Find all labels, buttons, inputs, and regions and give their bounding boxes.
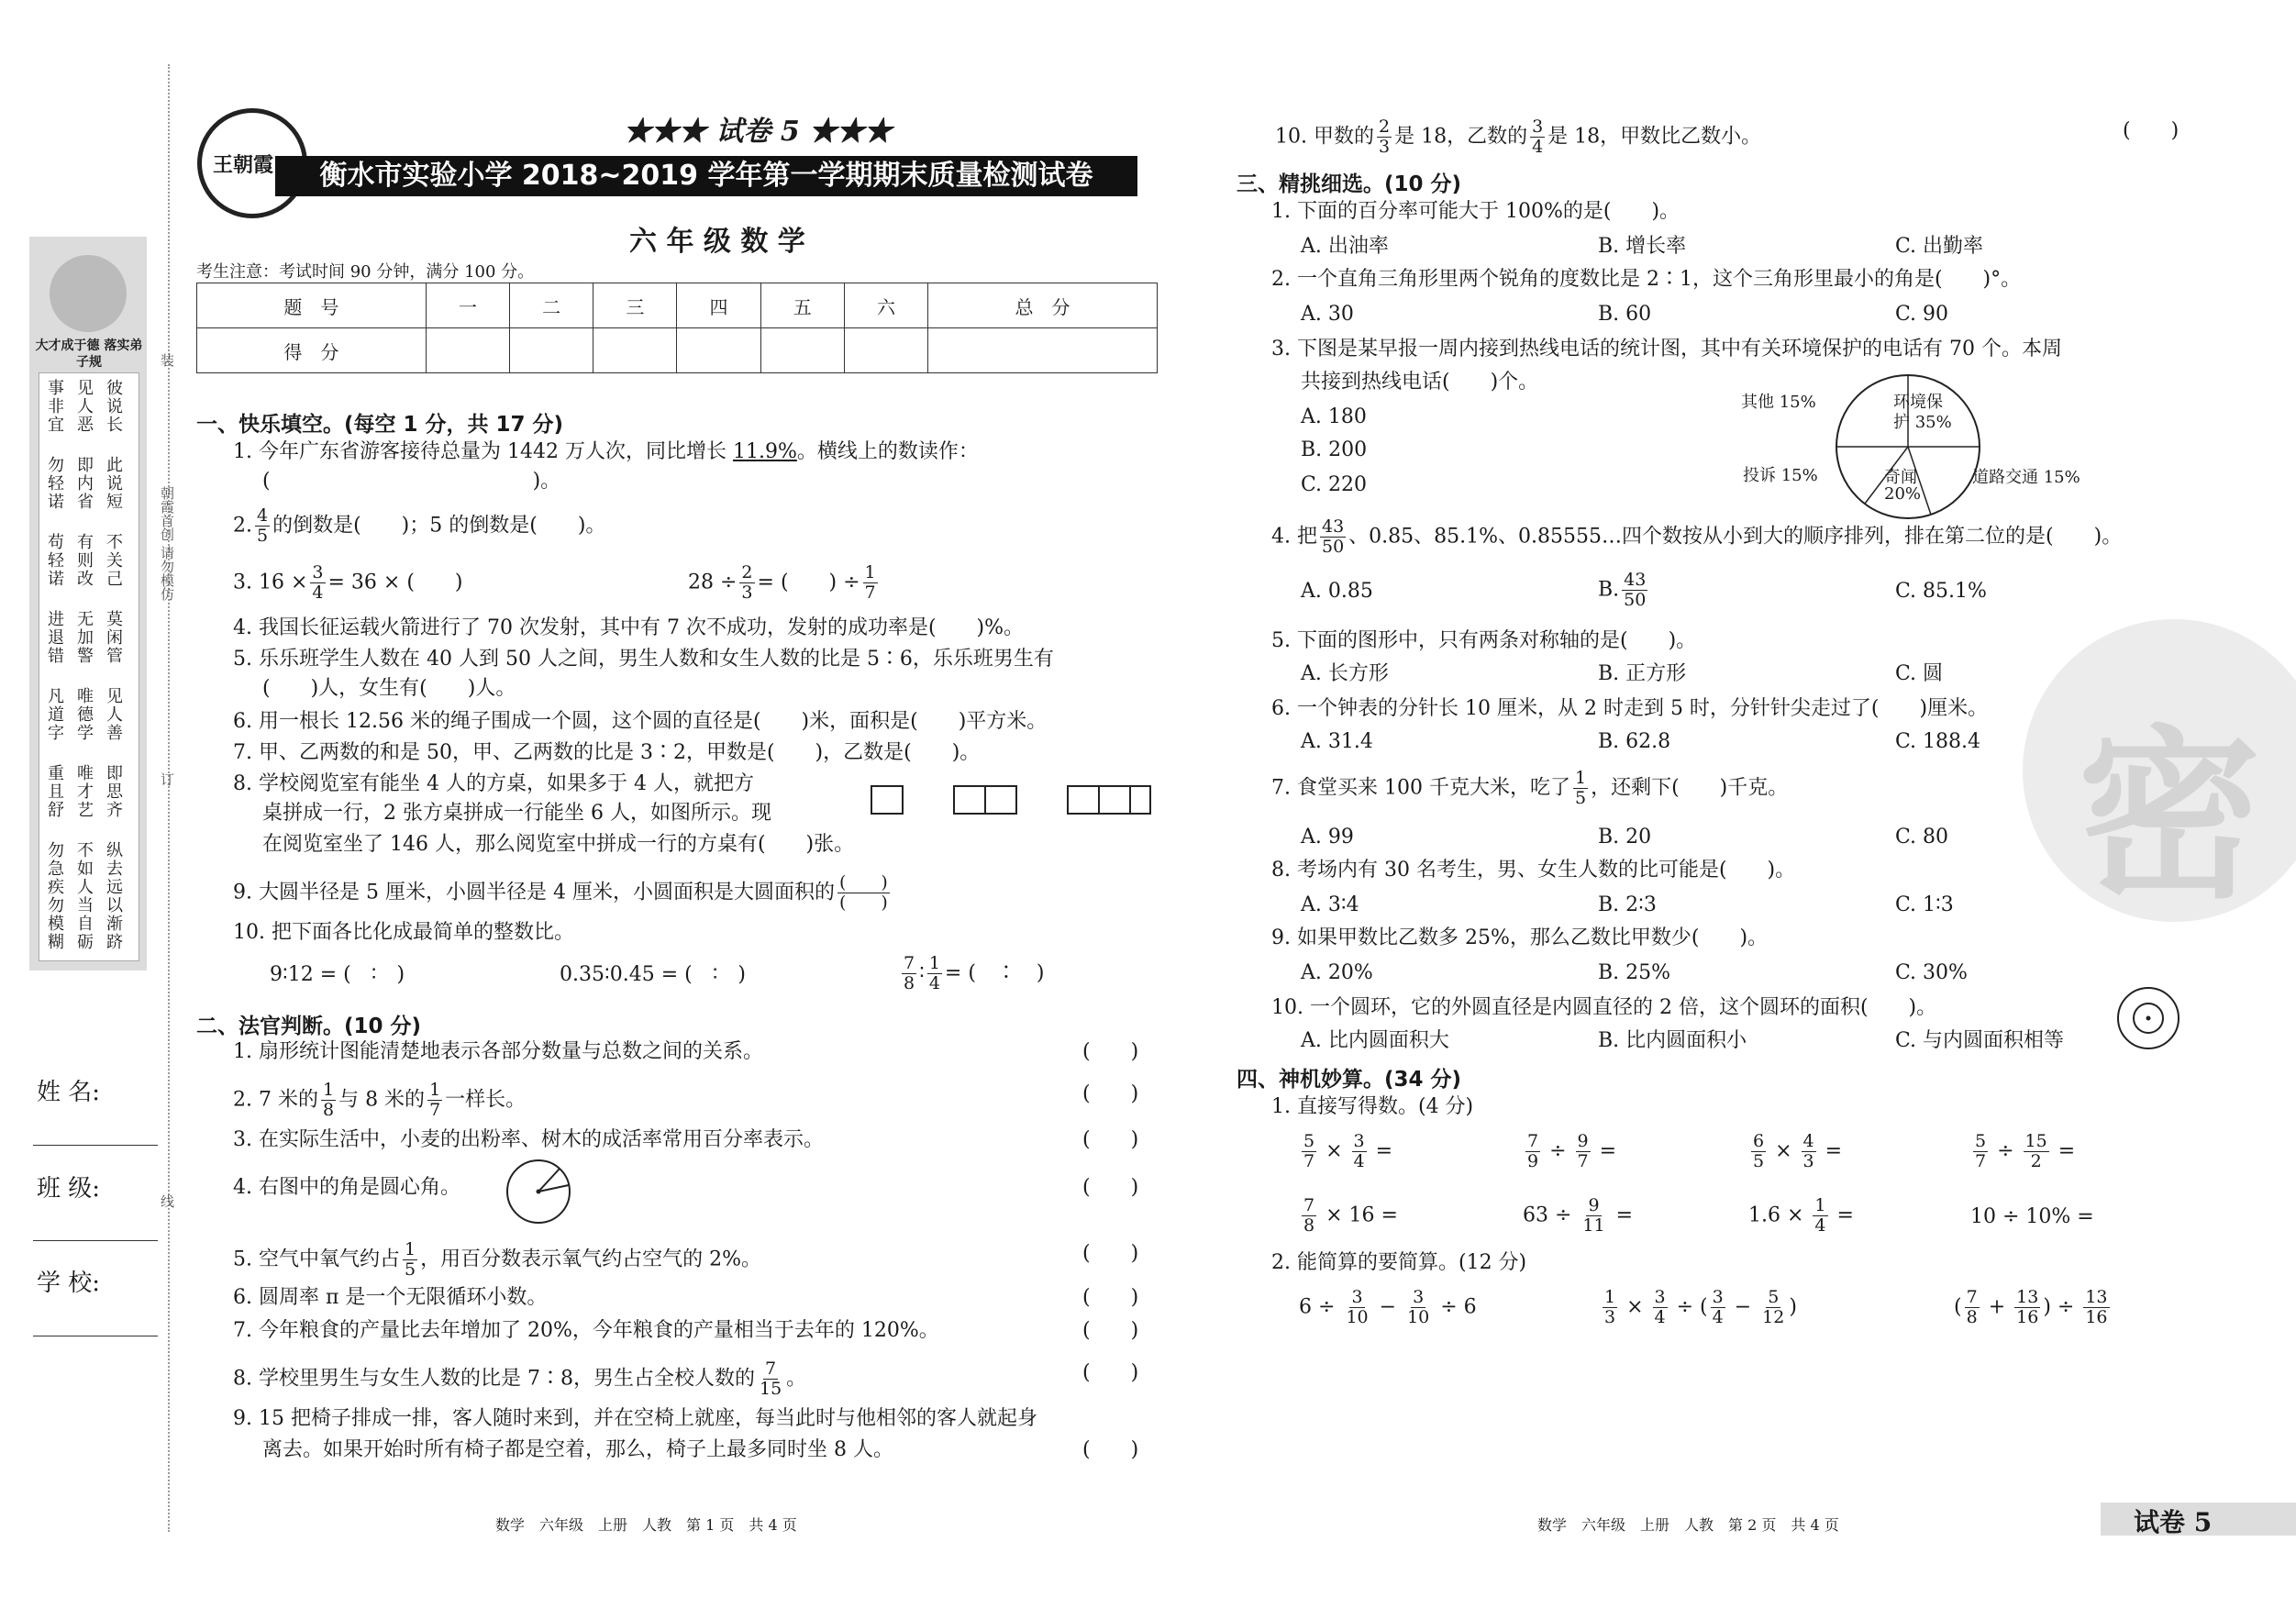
question: 8. 学校阅览室有能坐 4 人的方桌，如果多于 4 人，就把方 bbox=[233, 772, 754, 795]
calc-item: $\frac{5}{7}$ × $\frac{3}{4}$ = bbox=[1303, 1131, 1393, 1171]
answer-blank[interactable]: ( )。 bbox=[262, 470, 561, 493]
option[interactable]: B. 比内圆面积小 bbox=[1598, 1029, 1747, 1052]
sidebar-panel bbox=[29, 237, 147, 970]
table-cell: 一 bbox=[426, 283, 509, 328]
table-cell: 二 bbox=[510, 283, 593, 328]
table-cell: 四 bbox=[677, 283, 760, 328]
option[interactable]: A. 长方形 bbox=[1301, 662, 1389, 685]
sidebar-col: 此说短 bbox=[104, 456, 123, 511]
sidebar-col: 重且舒 bbox=[45, 764, 64, 819]
answer-bracket[interactable]: ( ) bbox=[1082, 1176, 1139, 1199]
option[interactable]: C. 圆 bbox=[1895, 662, 1944, 685]
question: 4. 我国长征运载火箭进行了 70 次发射，其中有 7 次不成功，发射的成功率是( )%。 bbox=[233, 616, 1025, 639]
option[interactable]: A. 0.85 bbox=[1301, 580, 1373, 603]
option[interactable]: A. 99 bbox=[1301, 826, 1354, 848]
sidebar-col: 彼说长 bbox=[104, 379, 123, 434]
option[interactable]: A. 3∶4 bbox=[1301, 893, 1359, 916]
answer-bracket[interactable]: ( ) bbox=[1082, 1286, 1139, 1309]
option[interactable]: B. 200 bbox=[1301, 438, 1368, 461]
table-cell: 题 号 bbox=[197, 283, 427, 328]
question: 3. 下图是某早报一周内接到热线电话的统计图，其中有关环境保护的电话有 70 个。本周 bbox=[1271, 338, 2062, 360]
table-row bbox=[197, 328, 1158, 373]
question: 9. 大圆半径是 5 厘米，小圆半径是 4 厘米，小圆面积是大圆面积的 $\frac{( )}{( )}$ bbox=[233, 872, 888, 913]
calc-item: $\frac{7}{8}$ × 16 = bbox=[1303, 1195, 1398, 1236]
name-label: 姓 名: bbox=[37, 1079, 101, 1106]
question: 1. 下面的百分率可能大于 100%的是( )。 bbox=[1271, 200, 1680, 223]
section-title: 三、精挑细选。(10 分) bbox=[1237, 172, 1462, 196]
question: 3. 16 × $\frac{3}{4}$ = 36 × ( ) bbox=[233, 562, 463, 603]
sidebar-col: 勿模糊 bbox=[45, 896, 64, 951]
sidebar-col: 莫闲管 bbox=[104, 610, 123, 665]
watermark-icon: 密 bbox=[2078, 710, 2262, 924]
question: 8. 考场内有 30 名考生，男、女生人数的比可能是( )。 bbox=[1271, 859, 1796, 882]
sidebar-col: 以渐跻 bbox=[104, 896, 123, 951]
question: 2. 能简算的要简算。(12 分) bbox=[1271, 1251, 1527, 1274]
question: 离去。如果开始时所有椅子都是空着，那么，椅子上最多同时坐 8 人。 bbox=[262, 1438, 893, 1461]
calc-item: $\frac{6}{5}$ × $\frac{4}{3}$ = bbox=[1753, 1131, 1843, 1171]
exam-notice: 考生注意：考试时间 90 分钟，满分 100 分。 bbox=[196, 262, 535, 282]
question: 5. 乐乐班学生人数在 40 人到 50 人之间，男生人数和女生人数的比是 5∶6，乐乐班男生有 bbox=[233, 648, 1054, 671]
calc-item: $\frac{1}{3}$ × $\frac{3}{4}$ ÷ ( $\frac{3}{4}$ − $\frac{5}{12}$ ) bbox=[1604, 1287, 1797, 1327]
margin-tag: 订 bbox=[159, 772, 175, 786]
sidebar-col: 勿轻诺 bbox=[45, 456, 64, 511]
cartoon-icon bbox=[50, 255, 127, 332]
question: 10. 把下面各比化成最简单的整数比。 bbox=[233, 921, 574, 944]
question: 6. 一个钟表的分针长 10 厘米，从 2 时走到 5 时，分针针尖走过了( )厘米。 bbox=[1271, 697, 1989, 720]
option[interactable]: C. 220 bbox=[1301, 473, 1368, 496]
sidebar-col: 进退错 bbox=[45, 610, 64, 665]
section-title: 一、快乐填空。(每空 1 分，共 17 分) bbox=[196, 413, 564, 437]
option[interactable]: A. 比内圆面积大 bbox=[1301, 1029, 1449, 1052]
question: 3. 在实际生活中，小麦的出粉率、树木的成活率常用百分率表示。 bbox=[233, 1128, 824, 1151]
school-title: 衡水市实验小学 2018~2019 学年第一学期期末质量检测试卷 bbox=[275, 156, 1137, 196]
sidebar-col: 纵去远 bbox=[104, 841, 123, 896]
answer-bracket[interactable]: ( ) bbox=[2123, 119, 2180, 142]
score-cell[interactable] bbox=[426, 328, 509, 373]
option[interactable]: A. 31.4 bbox=[1301, 730, 1373, 753]
sidebar-text-box bbox=[39, 372, 139, 961]
score-cell[interactable] bbox=[760, 328, 844, 373]
score-table bbox=[196, 283, 1158, 373]
question: 7. 今年粮食的产量比去年增加了 20%，今年粮食的产量相当于去年的 120%。 bbox=[233, 1319, 939, 1342]
section-title: 四、神机妙算。(34 分) bbox=[1237, 1068, 1462, 1092]
pie-label: 投诉 15% bbox=[1743, 466, 1818, 485]
pie-label: 环境保 bbox=[1893, 393, 1943, 412]
question: 10. 甲数的 $\frac{2}{3}$ 是 18，乙数的 $\frac{3}{4}$ 是 18，甲数比乙数小。 bbox=[1275, 116, 1762, 157]
question: 9. 如果甲数比乙数多 25%，那么乙数比甲数少( )。 bbox=[1271, 926, 1769, 949]
option[interactable]: C. 出勤率 bbox=[1895, 235, 1984, 258]
sidebar-col: 不关己 bbox=[104, 533, 123, 588]
answer-bracket[interactable]: ( ) bbox=[1082, 1128, 1139, 1151]
option[interactable]: C. 188.4 bbox=[1895, 730, 1981, 753]
question: $\frac{7}{8}$ ∶ $\frac{1}{4}$ = ( ∶ ) bbox=[904, 953, 1045, 993]
sidebar-col: 事非宜 bbox=[45, 379, 64, 434]
calc-item: 1.6 × $\frac{1}{4}$ = bbox=[1748, 1195, 1854, 1236]
option[interactable]: B. 20 bbox=[1598, 826, 1652, 848]
question: 0.35∶0.45 = ( ∶ ) bbox=[560, 963, 747, 986]
margin-tag: 装 bbox=[159, 353, 175, 367]
pie-label: 其他 15% bbox=[1741, 393, 1816, 412]
question: 9∶12 = ( ∶ ) bbox=[270, 963, 405, 986]
score-cell[interactable] bbox=[677, 328, 760, 373]
calc-item: $\frac{7}{9}$ ÷ $\frac{9}{7}$ = bbox=[1527, 1131, 1617, 1171]
question: 4. 把 $\frac{43}{50}$ 、0.85、85.1%、0.85555…四个数按从小到大的顺序排列，排在第二位的是( )。 bbox=[1271, 516, 2123, 557]
question: 2. $\frac{4}{5}$ 的倒数是( )；5 的倒数是( )。 bbox=[233, 505, 606, 546]
option[interactable]: B. 60 bbox=[1598, 303, 1652, 326]
pie-label: 奇闻 bbox=[1884, 468, 1917, 487]
page-footer: 数学 六年级 上册 人教 第 2 页 共 4 页 bbox=[1537, 1516, 1839, 1534]
score-cell[interactable] bbox=[928, 328, 1158, 373]
answer-bracket[interactable]: ( ) bbox=[1082, 1361, 1139, 1384]
class-field[interactable] bbox=[33, 1240, 158, 1241]
calc-item: 63 ÷ $\frac{9}{11}$ = bbox=[1523, 1195, 1634, 1236]
sidebar-col: 有则改 bbox=[74, 533, 94, 588]
option[interactable]: B. 增长率 bbox=[1598, 235, 1687, 258]
option[interactable]: B. 2∶3 bbox=[1598, 893, 1657, 916]
option[interactable]: C. 与内圆面积相等 bbox=[1895, 1029, 2065, 1052]
question: 8. 学校里男生与女生人数的比是 7∶8，男生占全校人数的 $\frac{7}{15}$ 。 bbox=[233, 1359, 807, 1399]
option[interactable]: C. 85.1% bbox=[1895, 580, 1987, 603]
class-label: 班 级: bbox=[37, 1175, 101, 1203]
option[interactable]: A. 20% bbox=[1301, 961, 1373, 984]
paper-label: ★★★ 试卷 5 ★★★ bbox=[624, 116, 893, 148]
option[interactable]: B. 正方形 bbox=[1598, 662, 1687, 685]
sidebar-col: 唯才艺 bbox=[74, 764, 94, 819]
question: 5. 空气中氧气约占 $\frac{1}{5}$ ，用百分数表示氧气约占空气的 2%。 bbox=[233, 1239, 761, 1280]
pie-label: 道路交通 15% bbox=[1972, 468, 2080, 487]
pie-label: 20% bbox=[1884, 484, 1922, 504]
section-title: 二、法官判断。(10 分) bbox=[196, 1015, 422, 1038]
margin-tag: 线 bbox=[159, 1194, 175, 1208]
option[interactable]: B. 62.8 bbox=[1598, 730, 1671, 753]
question: 6. 用一根长 12.56 米的绳子围成一个圆，这个圆的直径是( )米，面积是( )平方米。 bbox=[233, 710, 1048, 733]
answer-bracket[interactable]: ( ) bbox=[1082, 1082, 1139, 1105]
option[interactable]: B. 25% bbox=[1598, 961, 1671, 984]
logo-text: 王朝霞 bbox=[213, 153, 274, 177]
name-field[interactable] bbox=[33, 1145, 158, 1146]
question: 5. 下面的图形中，只有两条对称轴的是( )。 bbox=[1271, 629, 1697, 652]
question: 共接到热线电话( )个。 bbox=[1301, 371, 1539, 394]
central-angle-figure bbox=[505, 1158, 572, 1225]
question: 2. 7 米的 $\frac{1}{8}$ 与 8 米的 $\frac{1}{7}$ 一样长。 bbox=[233, 1080, 527, 1120]
score-cell[interactable] bbox=[510, 328, 593, 373]
calc-item: $\frac{5}{7}$ ÷ $\frac{15}{2}$ = bbox=[1975, 1131, 2076, 1171]
question: 7. 甲、乙两数的和是 50，甲、乙两数的比是 3∶2，甲数是( )，乙数是( )。 bbox=[233, 741, 981, 764]
question: 6. 圆周率 π 是一个无限循环小数。 bbox=[233, 1286, 548, 1309]
ring-figure bbox=[2115, 985, 2181, 1051]
sidebar-col: 勿急疾 bbox=[45, 841, 64, 896]
table-diagram bbox=[853, 772, 1156, 827]
option[interactable]: A. 30 bbox=[1301, 303, 1354, 326]
question: 9. 15 把椅子排成一排，客人随时来到，并在空椅上就座，每当此时与他相邻的客人就起身 bbox=[233, 1407, 1037, 1430]
question: 1. 直接写得数。(4 分) bbox=[1271, 1095, 1474, 1118]
sidebar-col: 无加警 bbox=[74, 610, 94, 665]
table-cell: 六 bbox=[844, 283, 927, 328]
sidebar-motto: 大才成于德 落实弟子规 bbox=[35, 338, 143, 370]
sidebar-col: 当自砺 bbox=[74, 896, 94, 951]
table-cell: 五 bbox=[760, 283, 844, 328]
sidebar-col: 苟轻诺 bbox=[45, 533, 64, 588]
answer-bracket[interactable]: ( ) bbox=[1082, 1319, 1139, 1342]
sidebar-col: 唯德学 bbox=[74, 687, 94, 742]
binding-line bbox=[168, 64, 170, 1532]
option[interactable]: C. 80 bbox=[1895, 826, 1949, 848]
margin-tag: 朝霞首创 请勿模仿 bbox=[159, 486, 175, 601]
question: 4. 右图中的角是圆心角。 bbox=[233, 1176, 460, 1199]
pie-label: 护 35% bbox=[1893, 413, 1952, 432]
table-cell: 得 分 bbox=[197, 328, 427, 373]
table-row bbox=[197, 283, 1158, 328]
answer-bracket[interactable]: ( ) bbox=[1082, 1438, 1139, 1461]
calc-item: 10 ÷ 10% = bbox=[1970, 1205, 2094, 1228]
subject-title: 六 年 级 数 学 bbox=[629, 226, 805, 258]
question: 在阅览室坐了 146 人，那么阅览室中拼成一行的方桌有( )张。 bbox=[262, 833, 855, 856]
sidebar-col: 见人恶 bbox=[74, 379, 94, 434]
option[interactable]: A. 180 bbox=[1301, 405, 1367, 428]
sidebar-col: 不如人 bbox=[74, 841, 94, 896]
option[interactable]: C. 1∶3 bbox=[1895, 893, 1954, 916]
question: 7. 食堂买来 100 千克大米，吃了 $\frac{1}{5}$ ，还剩下( )千克。 bbox=[1271, 768, 1789, 808]
option[interactable]: B. $\frac{43}{50}$ bbox=[1598, 570, 1647, 610]
school-label: 学 校: bbox=[37, 1270, 101, 1297]
question: 1. 扇形统计图能清楚地表示各部分数量与总数之间的关系。 bbox=[233, 1040, 763, 1063]
calc-item: ( $\frac{7}{8}$ + $\frac{13}{16}$ ) ÷ $\frac{13}{16}$ bbox=[1954, 1287, 2108, 1327]
question: 1. 今年广东省游客接待总量为 1442 万人次，同比增长 11.9%。横线上的数读作： bbox=[233, 440, 979, 463]
score-cell[interactable] bbox=[593, 328, 677, 373]
table-cell: 总 分 bbox=[928, 283, 1158, 328]
table-cell: 三 bbox=[593, 283, 677, 328]
sidebar-col: 即思齐 bbox=[104, 764, 123, 819]
answer-bracket[interactable]: ( ) bbox=[1082, 1040, 1139, 1063]
score-cell[interactable] bbox=[844, 328, 927, 373]
footer-tag: 试卷 5 bbox=[2134, 1507, 2213, 1537]
question: 2. 一个直角三角形里两个锐角的度数比是 2∶1，这个三角形里最小的角是( )°。 bbox=[1271, 268, 2022, 291]
sidebar-col: 凡道字 bbox=[45, 687, 64, 742]
option[interactable]: C. 90 bbox=[1895, 303, 1949, 326]
question: 10. 一个圆环，它的外圆直径是内圆直径的 2 倍，这个圆环的面积( )。 bbox=[1271, 996, 1937, 1019]
sidebar-col: 即内省 bbox=[74, 456, 94, 511]
page-footer: 数学 六年级 上册 人教 第 1 页 共 4 页 bbox=[495, 1516, 797, 1534]
option[interactable]: A. 出油率 bbox=[1301, 235, 1389, 258]
question: ( )人，女生有( )人。 bbox=[262, 677, 516, 700]
question: 桌拼成一行，2 张方桌拼成一行能坐 6 人，如图所示。现 bbox=[262, 802, 771, 825]
calc-item: 6 ÷ $\frac{3}{10}$ − $\frac{3}{10}$ ÷ 6 bbox=[1299, 1287, 1477, 1327]
answer-bracket[interactable]: ( ) bbox=[1082, 1242, 1139, 1265]
sidebar-col: 见人善 bbox=[104, 687, 123, 742]
question: 28 ÷ $\frac{2}{3}$ = ( ) ÷ $\frac{1}{7}$ bbox=[688, 562, 876, 603]
option[interactable]: C. 30% bbox=[1895, 961, 1968, 984]
